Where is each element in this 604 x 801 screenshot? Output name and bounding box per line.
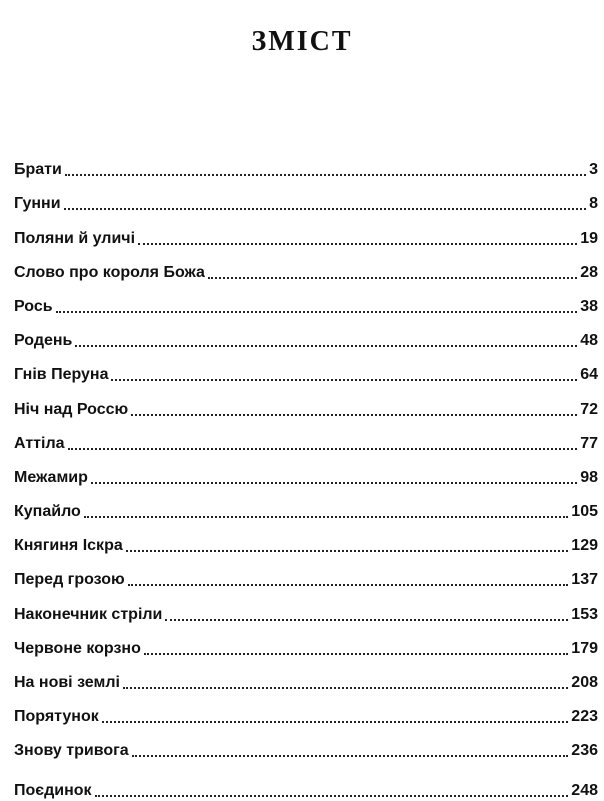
toc-entry-title: Порятунок bbox=[14, 708, 99, 726]
toc-entry bbox=[14, 454, 598, 488]
toc-entry-title: Слово про короля Божа bbox=[14, 263, 205, 281]
toc-entry bbox=[14, 590, 598, 624]
toc-entry-title: Аттіла bbox=[14, 434, 65, 452]
dot-leader bbox=[123, 687, 568, 689]
toc-entry-page: 236 bbox=[571, 742, 598, 760]
toc-entry-page: 105 bbox=[571, 503, 598, 521]
toc-entry-page: 3 bbox=[589, 161, 598, 179]
dot-leader bbox=[102, 721, 569, 723]
toc-entry-page: 153 bbox=[571, 605, 598, 623]
toc-entry-page: 48 bbox=[580, 332, 598, 350]
toc-entry bbox=[14, 659, 598, 693]
dot-leader bbox=[111, 379, 577, 381]
dot-leader bbox=[132, 755, 569, 757]
toc-entry bbox=[14, 351, 598, 385]
toc-entry-page: 179 bbox=[571, 639, 598, 657]
dot-leader bbox=[56, 311, 578, 313]
toc-entry-page: 38 bbox=[580, 297, 598, 315]
toc-entry-page: 98 bbox=[580, 468, 598, 486]
toc-entry-page: 137 bbox=[571, 571, 598, 589]
dot-leader bbox=[68, 448, 578, 450]
dot-leader bbox=[64, 208, 587, 210]
toc-entry-page: 72 bbox=[580, 400, 598, 418]
toc-entry-title: На нові землі bbox=[14, 674, 120, 691]
toc-entry-page: 28 bbox=[580, 263, 598, 281]
toc-entry bbox=[14, 556, 598, 590]
toc-entry bbox=[14, 522, 598, 556]
table-of-contents bbox=[14, 146, 598, 801]
toc-entry-title: Рось bbox=[14, 297, 53, 315]
toc-entry-page: 129 bbox=[571, 537, 598, 555]
toc-entry-title: Купайло bbox=[14, 503, 81, 521]
toc-entry-page: 208 bbox=[571, 674, 598, 691]
toc-entry bbox=[14, 385, 598, 419]
dot-leader bbox=[165, 619, 568, 621]
toc-entry-page: 77 bbox=[580, 434, 598, 452]
toc-entry-page: 19 bbox=[580, 229, 598, 247]
toc-entry bbox=[14, 488, 598, 522]
toc-entry bbox=[14, 283, 598, 317]
dot-leader bbox=[91, 482, 577, 484]
toc-entry-title: Поєдинок bbox=[14, 782, 92, 800]
toc-entry-title: Наконечник стріли bbox=[14, 605, 163, 623]
toc-entry-title: Родень bbox=[14, 332, 73, 350]
toc-entry bbox=[14, 761, 598, 801]
toc-entry-title: Гнів Перуна bbox=[14, 366, 109, 384]
toc-entry bbox=[14, 693, 598, 727]
page-title: ЗМІСТ bbox=[251, 25, 353, 57]
toc-entry-title: Поляни й уличі bbox=[14, 229, 136, 247]
dot-leader bbox=[208, 277, 577, 279]
toc-entry-title: Княгиня Іскра bbox=[14, 537, 123, 555]
toc-entry-page: 223 bbox=[571, 708, 598, 726]
dot-leader bbox=[144, 653, 568, 655]
toc-entry-title: Перед грозою bbox=[14, 571, 125, 589]
dot-leader bbox=[84, 516, 569, 518]
toc-entry-page: 248 bbox=[571, 782, 598, 800]
toc-entry-title: Гунни bbox=[14, 195, 61, 213]
dot-leader bbox=[138, 243, 577, 245]
dot-leader bbox=[128, 584, 569, 586]
toc-entry bbox=[14, 180, 598, 214]
dot-leader bbox=[95, 795, 569, 797]
toc-entry bbox=[14, 214, 598, 248]
toc-entry-title: Червоне корзно bbox=[14, 639, 141, 657]
toc-entry bbox=[14, 625, 598, 659]
toc-entry bbox=[14, 727, 598, 761]
toc-entry-title: Знову тривога bbox=[14, 742, 129, 760]
toc-entry-title: Брати bbox=[14, 161, 62, 179]
dot-leader bbox=[65, 174, 586, 176]
toc-entry bbox=[14, 420, 598, 454]
toc-entry-page: 64 bbox=[580, 366, 598, 384]
dot-leader bbox=[126, 550, 569, 552]
dot-leader bbox=[131, 414, 577, 416]
toc-entry-title: Ніч над Россю bbox=[14, 400, 129, 418]
toc-entry-title: Межамир bbox=[14, 468, 88, 486]
toc-entry bbox=[14, 146, 598, 180]
toc-entry bbox=[14, 249, 598, 283]
dot-leader bbox=[75, 345, 577, 347]
toc-entry bbox=[14, 317, 598, 351]
toc-entry-page: 8 bbox=[589, 195, 598, 213]
